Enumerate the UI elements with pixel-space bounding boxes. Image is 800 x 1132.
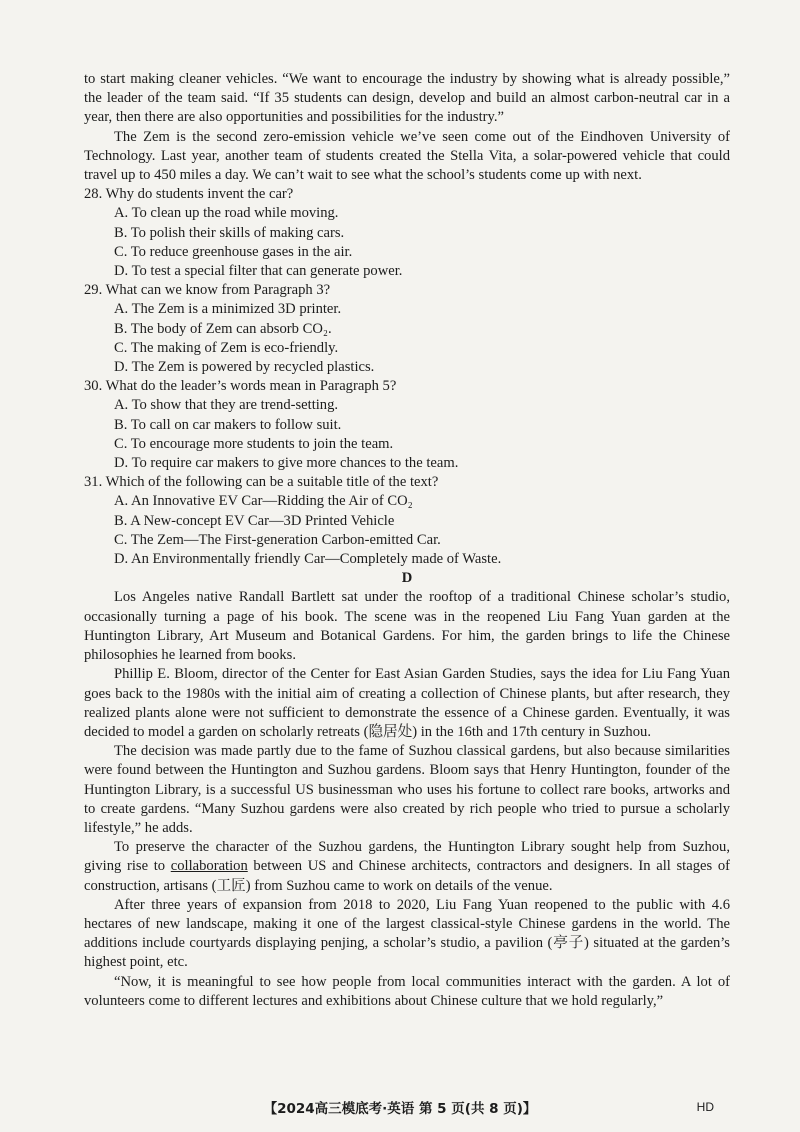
option-d: D. An Environmentally friendly Car—Completely made of Waste.	[114, 551, 502, 568]
passage-d-paragraph-3: The decision was made partly due to the fame of Suzhou classical gardens, but also because similarities were found between the Huntington and Suzhou gardens. Bloom says that Henry Huntington, founder of the Huntington Library, is a successful US businessman who uses his fortune to collect rare books, artworks and to create gardens. “Many Suzhou gardens were also created by rich people who tried to pursue a scholarly lifestyle,” he adds.	[84, 743, 730, 836]
paragraph-continued: to start making cleaner vehicles. “We want to encourage the industry by showing what is already possible,” the leader of the team said. “If 35 students can design, develop and build an almost carbon-neutral car in a year, then there are also opportunities and possibilities for the industry.”	[84, 71, 730, 126]
option-d: D. To test a special filter that can generate power.	[114, 263, 403, 280]
question-stem: 29. What can we know from Paragraph 3?	[84, 282, 331, 299]
option-d: D. The Zem is powered by recycled plastics.	[114, 359, 375, 376]
underlined-word: collaboration	[170, 858, 248, 875]
question-30	[84, 377, 730, 473]
option-b: B. To call on car makers to follow suit.	[114, 416, 342, 433]
footer-code: HD	[696, 1100, 714, 1114]
question-stem: 30. What do the leader’s words mean in Paragraph 5?	[84, 378, 397, 395]
option-b: B. A New-concept EV Car—3D Printed Vehicle	[114, 512, 395, 529]
document-page	[84, 70, 730, 1011]
page-footer: 【2024高三模底考·英语 第 5 页(共 8 页)】	[263, 1101, 537, 1117]
question-stem: 31. Which of the following can be a suitable title of the text?	[84, 474, 439, 491]
option-a: A. To clean up the road while moving.	[114, 205, 339, 222]
option-a: A. To show that they are trend-setting.	[114, 397, 339, 414]
question-stem: 28. Why do students invent the car?	[84, 186, 294, 203]
question-31	[84, 473, 730, 569]
option-b: B. The body of Zem can absorb CO₂.	[114, 320, 332, 337]
paragraph-text: between US and Chinese architects, contractors and designers. In all stages of construction, artisans (工匠) from Suzhou came to work on details of the venue.	[84, 858, 730, 894]
option-c: C. To reduce greenhouse gases in the air.	[114, 243, 353, 260]
passage-d-paragraph-4	[84, 838, 730, 896]
option-d: D. To require car makers to give more chances to the team.	[114, 455, 459, 472]
passage-d-paragraph-1: Los Angeles native Randall Bartlett sat under the rooftop of a traditional Chinese scholar’s studio, occasionally turning a page of his book. The scene was in the reopened Liu Fang Yuan garden at the Huntington Library, Art Museum and Botanical Gardens. For him, the garden brings to life the Chinese philosophies he learned from books.	[84, 589, 730, 664]
paragraph-text: To preserve the character of the Suzhou gardens, the Huntington Library sought help from Suzhou, giving rise to	[84, 839, 730, 875]
paragraph-zem-second: The Zem is the second zero-emission vehicle we’ve seen come out of the Eindhoven University of Technology. Last year, another team of students created the Stella Vita, a solar-powered vehicle that could travel up to 450 miles a day. We can’t wait to see what the school’s students come up with next.	[84, 128, 730, 184]
option-a: A. An Innovative EV Car—Ridding the Air of CO₂	[114, 493, 413, 510]
option-c: C. The Zem—The First-generation Carbon-emitted Car.	[114, 531, 441, 548]
passage-d-paragraph-2: Phillip E. Bloom, director of the Center for East Asian Garden Studies, says the idea for Liu Fang Yuan goes back to the 1980s with the initial aim of creating a collection of Chinese plants, but after research, they realized plants alone were not sufficient to demonstrate the essence of a Chinese garden. Eventually, it was decided to model a garden on scholarly retreats (隐居处) in the 16th and 17th century in Suzhou.	[84, 666, 730, 740]
option-a: A. The Zem is a minimized 3D printer.	[114, 301, 342, 318]
section-label-d: D	[401, 570, 413, 587]
passage-d-paragraph-5: After three years of expansion from 2018 to 2020, Liu Fang Yuan reopened to the public with 4.6 hectares of new landscape, making it one of the largest classical-style Chinese gardens in the world. The additions include courtyards displaying penjing, a scholar’s studio, a pavilion (亭子) situated at the garden’s highest point, etc.	[84, 896, 730, 971]
option-c: C. The making of Zem is eco-friendly.	[114, 339, 339, 356]
question-29	[84, 281, 730, 377]
question-28	[84, 185, 730, 281]
passage-d-paragraph-6: “Now, it is meaningful to see how people from local communities interact with the garden. A lot of volunteers come to different lectures and exhibitions about Chinese culture that we hold regularly,”	[84, 973, 730, 1009]
option-b: B. To polish their skills of making cars.	[114, 224, 345, 241]
option-c: C. To encourage more students to join the team.	[114, 435, 394, 452]
